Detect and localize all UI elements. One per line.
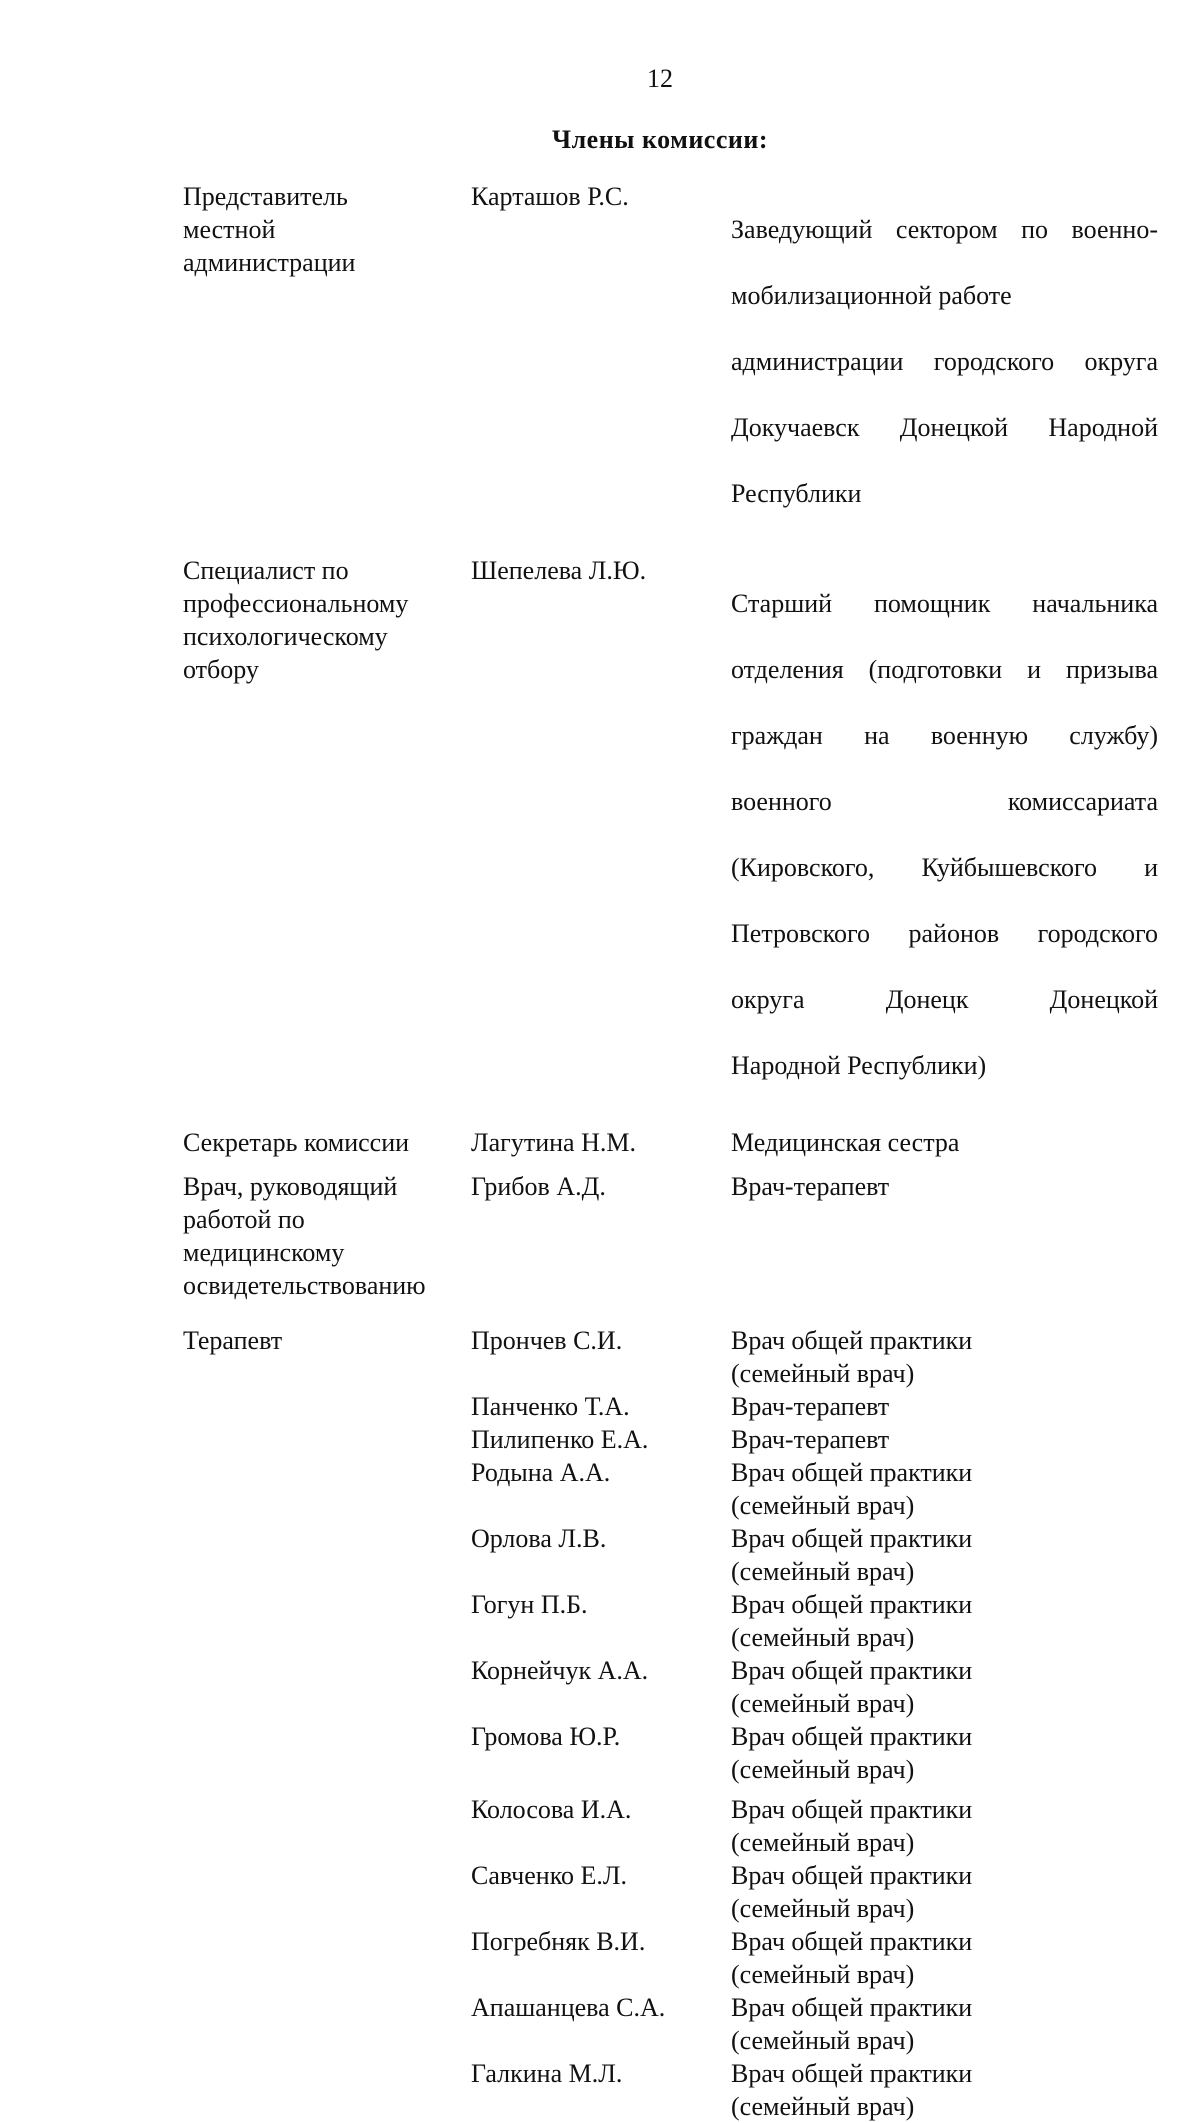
name-cell: Галкина М.Л.	[471, 2059, 623, 2088]
position-line: мобилизационной работе	[731, 281, 1012, 310]
page-number: 12	[647, 64, 673, 93]
role-cell: Терапевт	[183, 1326, 283, 1355]
position-cell: Врач общей практики (семейный врач)	[731, 1590, 973, 1652]
position-cell: Врач общей практики (семейный врач)	[731, 1927, 973, 1989]
table-row	[183, 2057, 1158, 2123]
name-cell: Карташов Р.С.	[471, 182, 629, 211]
name-cell: Лагутина Н.М.	[471, 1128, 636, 1157]
table-row	[183, 1654, 1158, 1720]
name-cell: Корнейчук А.А.	[471, 1656, 649, 1685]
name-cell: Колосова И.А.	[471, 1795, 632, 1824]
table-row	[183, 1390, 1158, 1423]
position-line: Старший помощник начальника	[731, 589, 1158, 618]
name-cell: Родына А.А.	[471, 1458, 611, 1487]
table-row	[183, 1170, 1158, 1302]
position-line: администрации городского округа	[731, 347, 1158, 376]
position-cell: Медицинская сестра	[731, 1128, 960, 1157]
position-cell: Врач общей практики (семейный врач)	[731, 2059, 973, 2121]
page-title: Члены комиссии:	[551, 125, 769, 154]
name-cell: Орлова Л.В.	[471, 1524, 607, 1553]
position-line: (Кировского, Куйбышевского и	[731, 853, 1158, 882]
position-line: Докучаевск Донецкой Народной	[731, 413, 1158, 442]
position-cell: Врач-терапевт	[731, 1392, 890, 1421]
position-cell	[731, 554, 1158, 1115]
position-line: граждан на военную службу)	[731, 721, 1158, 750]
table-row	[183, 1324, 1158, 1390]
name-cell: Шепелева Л.Ю.	[471, 556, 647, 585]
table-row	[183, 554, 1158, 1115]
position-line: округа Донецк Донецкой	[731, 985, 1158, 1014]
position-cell: Врач общей практики (семейный врач)	[731, 1722, 973, 1784]
position-line: Народной Республики)	[731, 1051, 987, 1080]
position-cell: Врач-терапевт	[731, 1172, 890, 1201]
position-line: отделения (подготовки и призыва	[731, 655, 1158, 684]
table-row	[183, 1456, 1158, 1522]
role-cell: Врач, руководящий работой по медицинскому освидетельствованию	[183, 1172, 426, 1300]
table-row	[183, 1991, 1158, 2057]
table-row	[183, 1423, 1158, 1456]
position-cell: Врач общей практики (семейный врач)	[731, 1656, 973, 1718]
table-row	[183, 1925, 1158, 1991]
name-cell: Грибов А.Д.	[471, 1172, 606, 1201]
position-cell: Врач общей практики (семейный врач)	[731, 1524, 973, 1586]
name-cell: Прончев С.И.	[471, 1326, 623, 1355]
position-cell: Врач-терапевт	[731, 1425, 890, 1454]
position-cell: Врач общей практики (семейный врач)	[731, 1326, 973, 1388]
commission-members-table	[183, 180, 1158, 2123]
position-line: военного комиссариата	[731, 787, 1158, 816]
position-line: Республики	[731, 479, 862, 508]
name-cell: Пилипенко Е.А.	[471, 1425, 649, 1454]
position-cell: Врач общей практики (семейный врач)	[731, 1861, 973, 1923]
table-row	[183, 1859, 1158, 1925]
table-row	[183, 1720, 1158, 1786]
table-row	[183, 1522, 1158, 1588]
table-row	[183, 1126, 1158, 1159]
name-cell: Погребняк В.И.	[471, 1927, 646, 1956]
table-row	[183, 1588, 1158, 1654]
position-cell: Врач общей практики (семейный врач)	[731, 1993, 973, 2055]
position-line: Заведующий сектором по военно-	[731, 215, 1158, 244]
role-cell: Секретарь комиссии	[183, 1128, 410, 1157]
role-cell: Представитель местной администрации	[183, 182, 356, 277]
position-cell: Врач общей практики (семейный врач)	[731, 1795, 973, 1857]
name-cell: Савченко Е.Л.	[471, 1861, 628, 1890]
role-cell: Специалист по профессиональному психологическому отбору	[183, 556, 409, 684]
name-cell: Апашанцева С.А.	[471, 1993, 666, 2022]
position-cell	[731, 180, 1158, 543]
name-cell: Громова Ю.Р.	[471, 1722, 621, 1751]
name-cell: Гогун П.Б.	[471, 1590, 588, 1619]
position-line: Петровского районов городского	[731, 919, 1158, 948]
name-cell: Панченко Т.А.	[471, 1392, 630, 1421]
table-row	[183, 180, 1158, 543]
position-cell: Врач общей практики (семейный врач)	[731, 1458, 973, 1520]
table-row	[183, 1793, 1158, 1859]
